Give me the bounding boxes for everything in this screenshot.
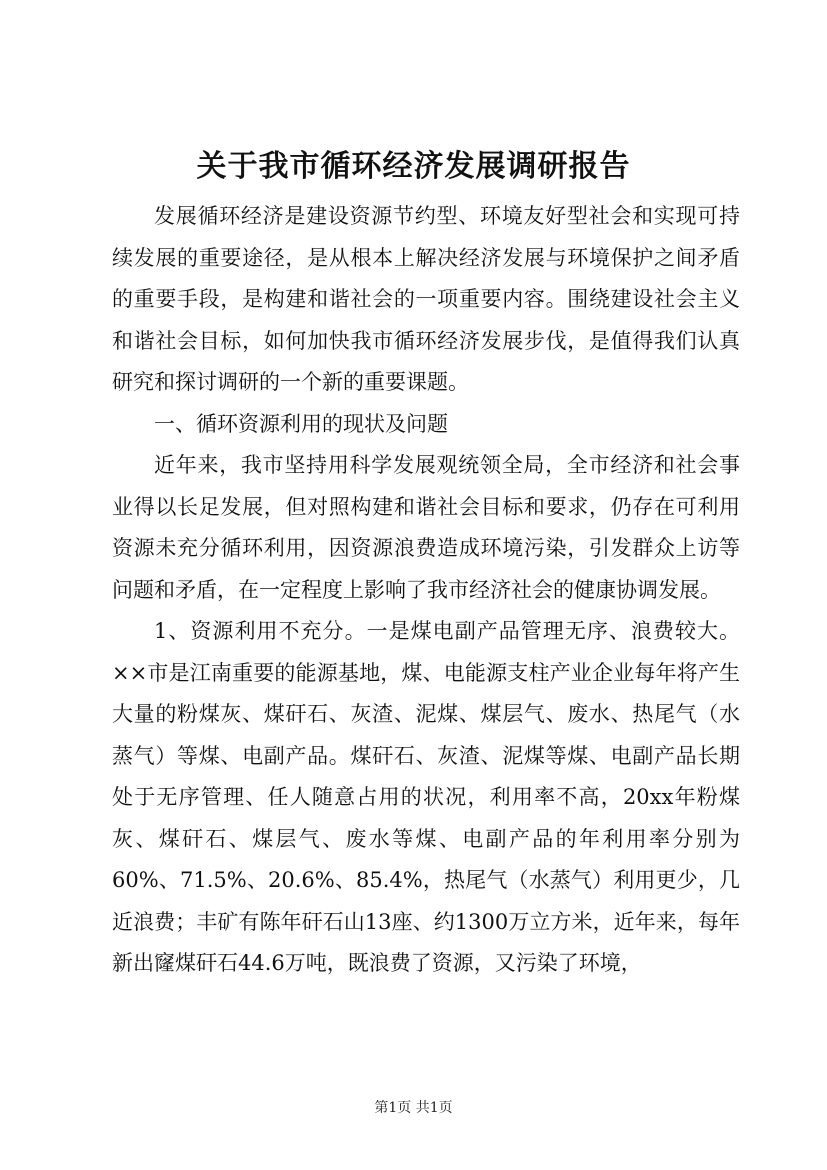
paragraph-current-status: 近年来，我市坚持用科学发展观统领全局，全市经济和社会事业得以长足发展，但对照构建和谐社会目标和要求，仍存在可利用资源未充分循环利用，因资源浪费造成环境污染，引发群众上访等问题和矛盾，在一定程度上影响了我市经济社会的健康协调发展。	[112, 453, 740, 602]
page-footer: 第1页 共1页	[374, 1100, 453, 1116]
document-title: 关于我市循环经济发展调研报告	[196, 149, 631, 184]
paragraph-resource-utilization: 1、资源利用不充分。一是煤电副产品管理无序、浪费较大。××市是江南重要的能源基地，煤、电能源支柱产业企业每年将产生大量的粉煤灰、煤矸石、灰渣、泥煤、煤层气、废水、热尾气（水蒸气）等煤、电副产品。煤矸石、灰渣、泥煤等煤、电副产品长期处于无序管理、任人随意占用的状况，利用率不高，20xx年粉煤灰、煤矸石、煤层气、废水等煤、电副产品的年利用率分别为60%、71.5%、20.6%、85.4%，热尾气（水蒸气）利用更少，几近浪费；丰矿有陈年矸石山13座、约1300万立方米，近年来，每年新出窿煤矸石44.6万吨，既浪费了资源，又污染了环境，	[112, 619, 740, 975]
section-heading-1: 一、循环资源利用的现状及问题	[154, 411, 448, 436]
paragraph-intro: 发展循环经济是建设资源节约型、环境友好型社会和实现可持续发展的重要途径，是从根本上解决经济发展与环境保护之间矛盾的重要手段，是构建和谐社会的一项重要内容。围绕建设社会主义和谐社会目标，如何加快我市循环经济发展步伐，是值得我们认真研究和探讨调研的一个新的重要课题。	[112, 204, 740, 394]
document-body	[112, 196, 740, 985]
